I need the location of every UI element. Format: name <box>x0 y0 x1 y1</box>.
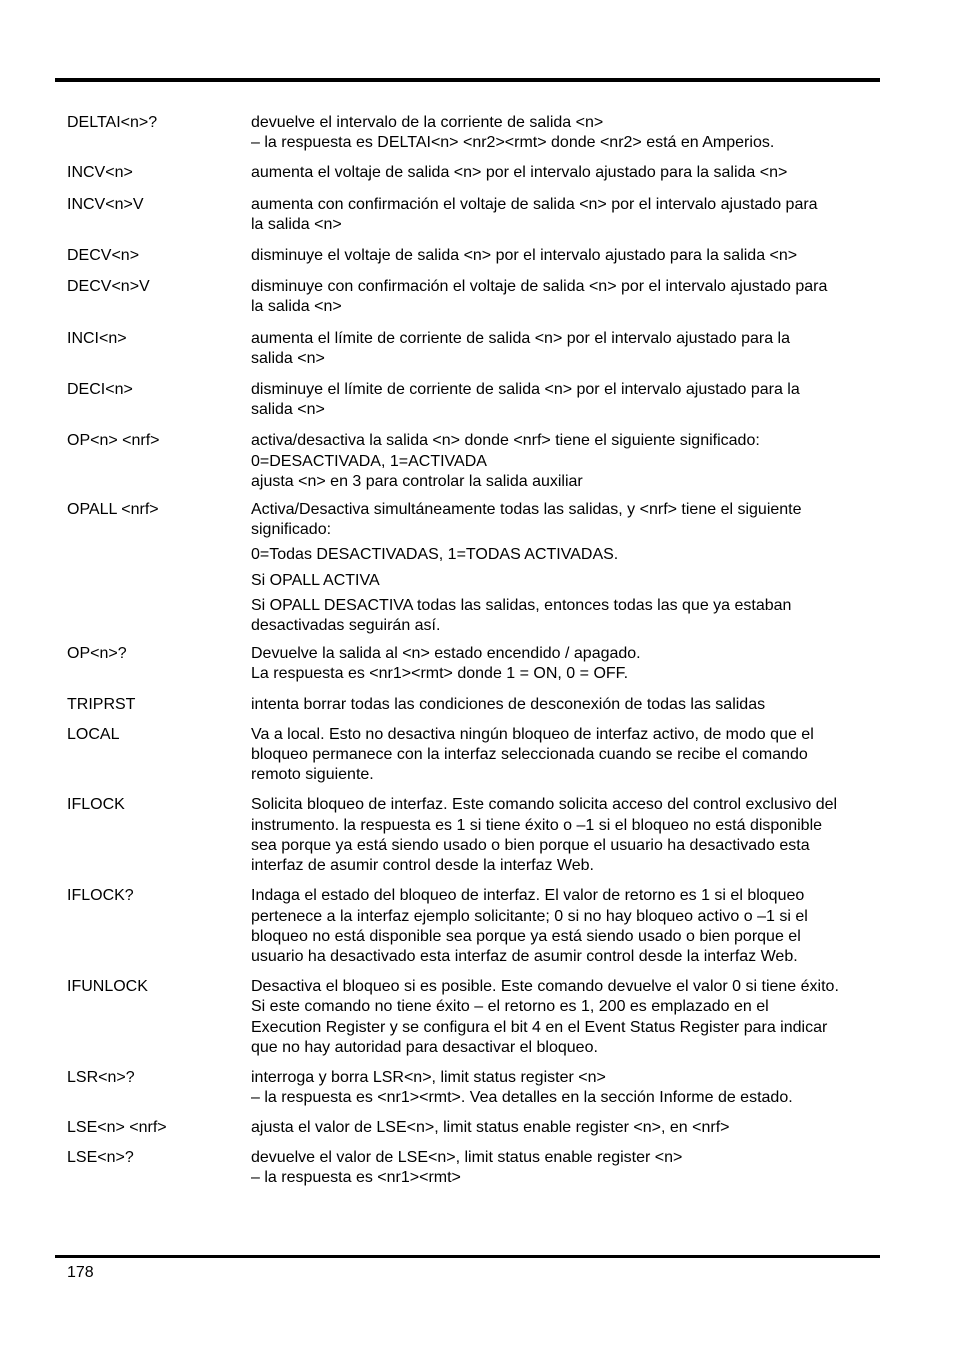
command-description <box>251 795 912 876</box>
description-line: Si OPALL ACTIVA <box>251 571 380 589</box>
description-line: usuario ha desactivado esta interfaz de asumir control desde la interfaz Web. <box>251 947 798 965</box>
command-name: OPALL <nrf> <box>67 501 159 519</box>
description-paragraph <box>251 195 912 235</box>
command-description <box>251 1148 912 1188</box>
description-paragraph <box>251 113 912 153</box>
description-line: disminuye el límite de corriente de salida <n> por el intervalo ajustado para la <box>251 381 800 399</box>
description-line: Desactiva el bloqueo si es posible. Este comando devuelve el valor 0 si tiene éxito. <box>251 978 839 996</box>
description-paragraph <box>251 795 912 876</box>
description-line: 0=Todas DESACTIVADAS, 1=TODAS ACTIVADAS. <box>251 546 619 564</box>
description-line: remoto siguiente. <box>251 766 374 784</box>
description-line: Va a local. Esto no desactiva ningún bloqueo de interfaz activo, de modo que el <box>251 725 814 743</box>
command-name: INCI<n> <box>67 329 127 347</box>
description-line: la salida <n> <box>251 215 342 233</box>
command-description <box>251 695 912 715</box>
description-line: sea porque ya está siendo usado o bien porque el usuario ha desactivado esta <box>251 836 810 854</box>
command-name: DELTAI<n>? <box>67 114 158 131</box>
command-name: LSE<n> <nrf> <box>67 1119 167 1137</box>
description-line: Devuelve la salida al <n> estado encendido / apagado. <box>251 645 641 663</box>
description-paragraph <box>251 596 912 636</box>
command-name: IFLOCK <box>67 796 125 814</box>
command-entry <box>67 113 912 153</box>
command-entry <box>67 977 912 1058</box>
description-line: Si este comando no tiene éxito – el retorno es 1, 200 es emplazado en el <box>251 998 769 1016</box>
command-name: LSE<n>? <box>67 1148 134 1166</box>
description-paragraph <box>251 277 912 317</box>
description-line: activa/desactiva la salida <n> donde <nrf> tiene el siguiente significado: <box>251 432 760 450</box>
description-line: intenta borrar todas las condiciones de desconexión de todas las salidas <box>251 695 766 713</box>
command-description <box>251 1118 912 1138</box>
description-line: aumenta el límite de corriente de salida <n> por el intervalo ajustado para la <box>251 329 790 347</box>
description-line: La respuesta es <nr1><rmt> donde 1 = ON, 0 = OFF. <box>251 665 629 683</box>
description-line: interfaz de asumir control desde la interfaz Web. <box>251 857 594 875</box>
command-description <box>251 329 912 369</box>
command-entry <box>67 195 912 235</box>
description-line: Indaga el estado del bloqueo de interfaz. El valor de retorno es 1 si el bloqueo <box>251 887 805 905</box>
description-line: bloqueo no está disponible sea porque ya está siendo usado o bien porque el <box>251 927 801 945</box>
description-line: significado: <box>251 521 332 539</box>
command-entry <box>67 795 912 876</box>
command-entry <box>67 246 912 266</box>
command-entry <box>67 431 912 492</box>
command-description <box>251 195 912 235</box>
command-name: OP<n>? <box>67 645 127 663</box>
description-line: la salida <n> <box>251 298 342 316</box>
description-line: bloqueo permanece con la interfaz seleccionada cuando se recibe el comando <box>251 746 808 764</box>
description-line: aumenta el voltaje de salida <n> por el intervalo ajustado para la salida <n> <box>251 164 788 182</box>
description-paragraph <box>251 886 912 967</box>
description-paragraph <box>251 545 912 565</box>
command-description <box>251 644 912 684</box>
description-paragraph <box>251 500 912 540</box>
command-description <box>251 886 912 967</box>
page-number: 178 <box>67 1264 94 1281</box>
description-line: – la respuesta es <nr1><rmt> <box>251 1168 461 1186</box>
command-entry <box>67 644 912 684</box>
command-name: DECV<n>V <box>67 278 150 296</box>
description-line: salida <n> <box>251 349 325 367</box>
command-entry <box>67 380 912 420</box>
description-paragraph <box>251 1148 912 1188</box>
description-line: devuelve el intervalo de la corriente de salida <n> <box>251 114 604 131</box>
description-paragraph <box>251 163 912 183</box>
description-line: devuelve el valor de LSE<n>, limit status enable register <n> <box>251 1148 683 1166</box>
description-paragraph <box>251 329 912 369</box>
description-line: disminuye el voltaje de salida <n> por el intervalo ajustado para la salida <n> <box>251 247 798 265</box>
command-description <box>251 1068 912 1108</box>
description-paragraph <box>251 725 912 786</box>
command-entry <box>67 277 912 317</box>
command-entry <box>67 886 912 967</box>
command-description <box>251 431 912 492</box>
command-entry <box>67 695 912 715</box>
description-paragraph <box>251 571 912 591</box>
description-line: interroga y borra LSR<n>, limit status register <n> <box>251 1068 606 1086</box>
description-paragraph <box>251 1118 912 1138</box>
command-name: INCV<n> <box>67 164 133 182</box>
command-description <box>251 500 912 636</box>
description-line: disminuye con confirmación el voltaje de salida <n> por el intervalo ajustado para <box>251 278 828 296</box>
description-paragraph <box>251 1068 912 1108</box>
description-paragraph <box>251 644 912 684</box>
description-line: pertenece a la interfaz ejemplo solicitante; 0 si no hay bloqueo activo o –1 si el <box>251 907 808 925</box>
description-line: Activa/Desactiva simultáneamente todas las salidas, y <nrf> tiene el siguiente <box>251 501 802 519</box>
command-description <box>251 977 912 1058</box>
command-description <box>251 380 912 420</box>
description-line: desactivadas seguirán así. <box>251 617 441 635</box>
header-rule <box>55 78 880 82</box>
command-entry <box>67 500 912 636</box>
command-name: DECI<n> <box>67 381 133 399</box>
description-paragraph <box>251 695 912 715</box>
command-description <box>251 725 912 786</box>
command-name: OP<n> <nrf> <box>67 432 160 450</box>
description-line: 0=DESACTIVADA, 1=ACTIVADA <box>251 452 487 470</box>
description-line: – la respuesta es <nr1><rmt>. Vea detalles en la sección Informe de estado. <box>251 1089 793 1107</box>
command-name: LOCAL <box>67 725 120 743</box>
description-paragraph <box>251 977 912 1058</box>
command-description <box>251 246 912 266</box>
description-paragraph <box>251 246 912 266</box>
command-description <box>251 163 912 183</box>
command-list <box>67 113 912 1188</box>
description-line: Solicita bloqueo de interfaz. Este comando solicita acceso del control exclusivo del <box>251 796 838 814</box>
description-line: instrumento. la respuesta es 1 si tiene éxito o –1 si el bloqueo no está disponible <box>251 816 823 834</box>
description-line: ajusta el valor de LSE<n>, limit status enable register <n>, en <nrf> <box>251 1119 730 1137</box>
description-line: aumenta con confirmación el voltaje de salida <n> por el intervalo ajustado para <box>251 195 818 213</box>
command-entry <box>67 1118 912 1138</box>
description-line: que no hay autoridad para desactivar el bloqueo. <box>251 1038 598 1056</box>
command-name: IFUNLOCK <box>67 978 148 996</box>
description-paragraph <box>251 431 912 492</box>
command-name: TRIPRST <box>67 695 136 713</box>
description-line: Si OPALL DESACTIVA todas las salidas, entonces todas las que ya estaban <box>251 596 792 614</box>
command-name: DECV<n> <box>67 247 140 265</box>
command-entry <box>67 725 912 786</box>
command-name: IFLOCK? <box>67 887 134 905</box>
command-entry <box>67 1068 912 1108</box>
description-line: – la respuesta es DELTAI<n> <nr2><rmt> donde <nr2> está en Amperios. <box>251 134 775 152</box>
description-line: ajusta <n> en 3 para controlar la salida auxiliar <box>251 472 583 490</box>
description-line: salida <n> <box>251 401 325 419</box>
command-entry <box>67 163 912 183</box>
command-name: LSR<n>? <box>67 1068 135 1086</box>
command-description <box>251 113 912 153</box>
description-line: Execution Register y se configura el bit 4 en el Event Status Register para indicar <box>251 1018 828 1036</box>
command-name: INCV<n>V <box>67 195 144 213</box>
command-entry <box>67 329 912 369</box>
footer-rule <box>55 1255 880 1258</box>
command-description <box>251 277 912 317</box>
command-entry <box>67 1148 912 1188</box>
description-paragraph <box>251 380 912 420</box>
